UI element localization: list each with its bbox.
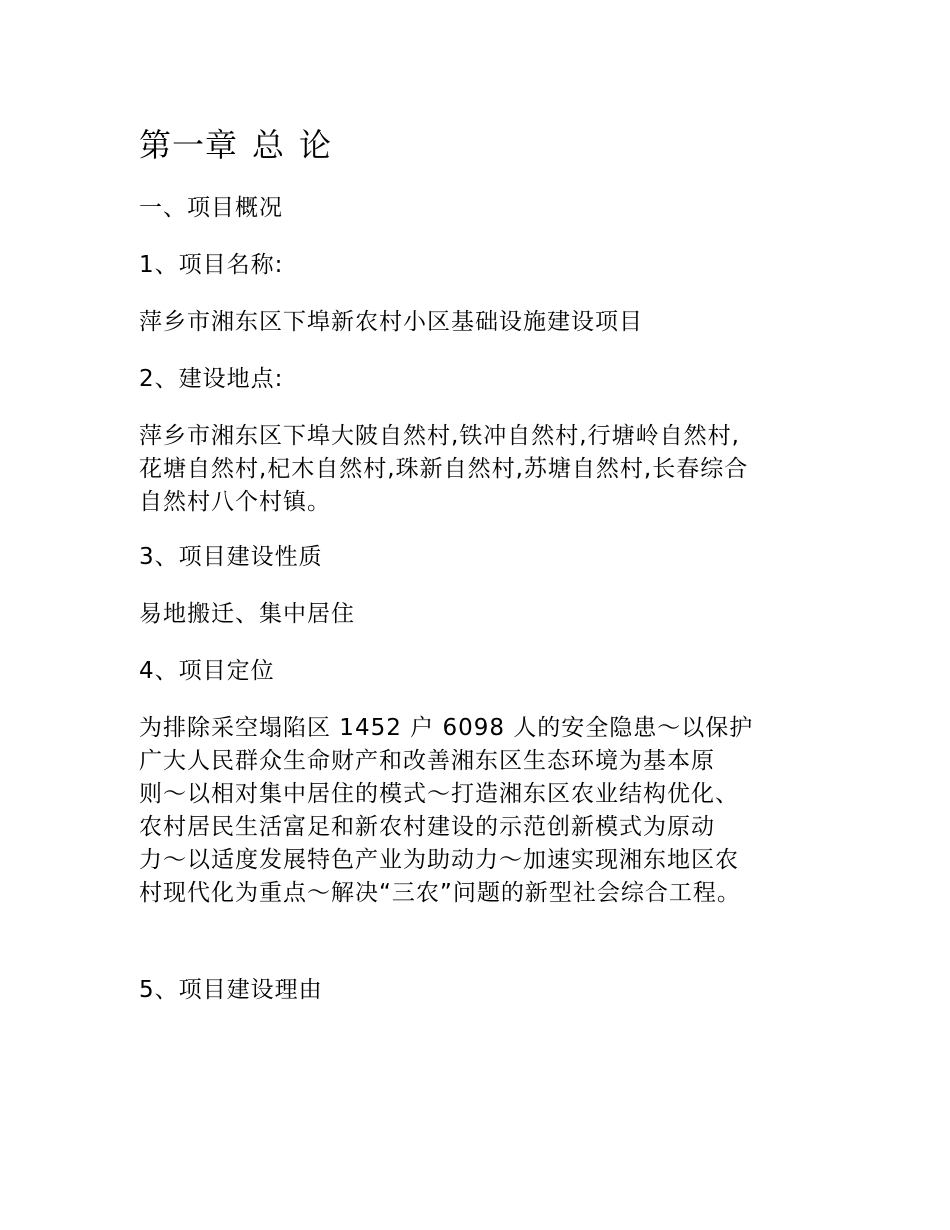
section-heading-overview: 一、项目概况	[139, 195, 283, 221]
item-2-value-line: 萍乡市湘东区下埠大陂自然村,铁冲自然村,行塘岭自然村,	[139, 423, 740, 449]
item-4-value-line: 力～以适度发展特色产业为助动力～加速实现湘东地区农	[139, 847, 739, 873]
item-4-value-line: 为排除采空塌陷区 1452 户 6098 人的安全隐患～以保护	[139, 715, 754, 741]
chapter-title	[139, 118, 819, 172]
item-1-value: 萍乡市湘东区下埠新农村小区基础设施建设项目	[139, 309, 643, 335]
item-5-label: 5、项目建设理由	[139, 977, 323, 1003]
item-2-value-line: 花塘自然村,杞木自然村,珠新自然村,苏塘自然村,长春综合	[139, 456, 749, 482]
chapter-title-word-1: 总	[252, 126, 286, 164]
item-2-value-line: 自然村八个村镇。	[139, 489, 331, 515]
item-2-label: 2、建设地点:	[139, 366, 284, 392]
chapter-title-number: 第一章	[139, 126, 239, 164]
item-2-value	[139, 420, 819, 519]
item-1-label: 1、项目名称:	[139, 252, 284, 278]
item-4-value	[139, 712, 819, 910]
item-3-label: 3、项目建设性质	[139, 544, 323, 570]
item-4-label: 4、项目定位	[139, 658, 275, 684]
item-4-value-line: 则～以相对集中居住的模式～打造湘东区农业结构优化、	[139, 781, 739, 807]
item-4-value-line: 农村居民生活富足和新农村建设的示范创新模式为原动	[139, 814, 715, 840]
item-4-value-line: 广大人民群众生命财产和改善湘东区生态环境为基本原	[139, 748, 715, 774]
chapter-title-word-2: 论	[299, 126, 333, 164]
item-4-value-line: 村现代化为重点～解决“三农”问题的新型社会综合工程。	[139, 880, 741, 906]
document-body	[139, 118, 819, 1005]
item-3-value: 易地搬迁、集中居住	[139, 601, 355, 627]
